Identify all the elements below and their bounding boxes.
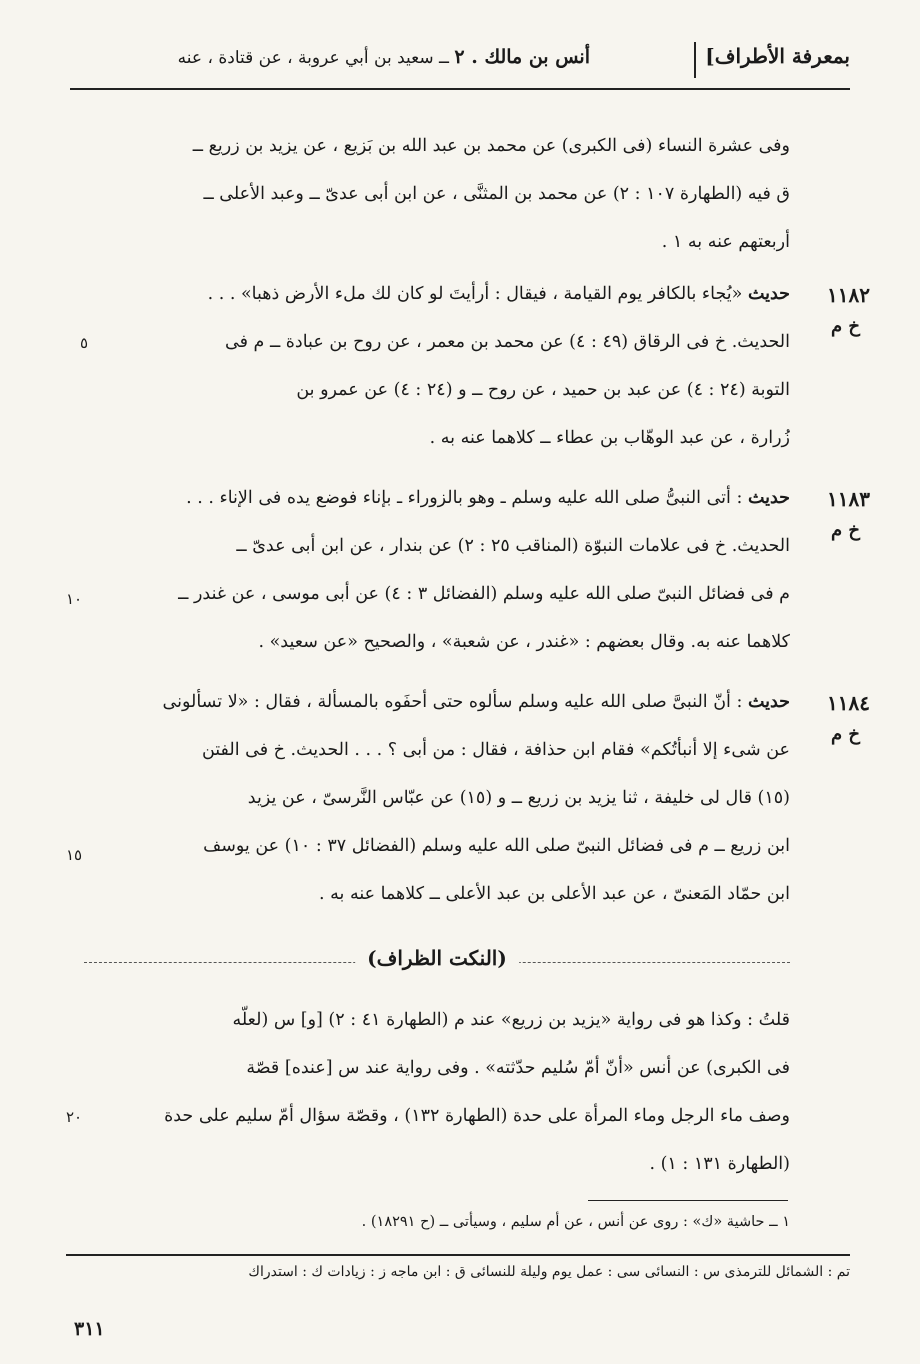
text-line: ابن حمّاد المَعنىّ ، عن عبد الأعلى بن عبد الأعلى ــ كلاهما عنه به . xyxy=(319,884,790,904)
text-line: الحديث. خ فى الرقاق (٤٩ : ٤) عن محمد بن معمر ، عن روح بن عبادة ــ م فى xyxy=(225,332,790,352)
bottom-rule xyxy=(66,1254,850,1256)
margin-line-number: ٥ xyxy=(80,334,89,352)
text-line: ابن زريع ــ م فى فضائل النبىّ صلى الله عليه وسلم (الفضائل ٣٧ : ١٠) عن يوسف xyxy=(203,836,790,856)
hadith-keyword: حديث xyxy=(747,488,790,508)
hadith-number: ١١٨٢ xyxy=(827,283,870,307)
text-line: حديث : أتى النبىُّ صلى الله عليه وسلم ـ وهو بالزوراء ـ بإناء فوضع يده فى الإناء . . . xyxy=(186,488,790,508)
nukat-paragraph xyxy=(100,996,790,1188)
text-line: م فى فضائل النبىّ صلى الله عليه وسلم (الفضائل ٣ : ٤) عن أبى موسى ، عن غندر ــ xyxy=(178,584,790,604)
text-line: فى الكبرى) عن أنس «أنّ أمّ سُليم حدّثته» . وفى رواية عند س [عنده] قصّة xyxy=(246,1058,790,1078)
text-line: وفى عشرة النساء (فى الكبرى) عن محمد بن عبد الله بن بَزيع ، عن يزيد بن زريع ــ xyxy=(192,136,790,156)
intro-paragraph xyxy=(100,122,790,266)
hadith-siglum: خ م xyxy=(830,316,860,337)
footnote: ١ ــ حاشية «ك» : روى عن أنس ، عن أم سليم ، وسيأتى ــ (ح ١٨٢٩١) . xyxy=(361,1214,790,1230)
margin-line-number: ١٠ xyxy=(66,590,83,608)
hadith-siglum: خ م xyxy=(830,724,860,745)
page-number: ٣١١ xyxy=(74,1318,105,1340)
text-line: أربعتهم عنه به ١ . xyxy=(661,232,790,252)
text-line: التوبة (٢٤ : ٤) عن عبد بن حميد ، عن روح ــ و (٢٤ : ٤) عن عمرو بن xyxy=(296,380,790,400)
hadith-keyword: حديث xyxy=(747,692,790,712)
text-line: وصف ماء الرجل وماء المرأة على حدة (الطهارة ١٣٢) ، وقصّة سؤال أمّ سليم على حدة xyxy=(164,1106,790,1126)
header-rule xyxy=(70,88,850,90)
header-chain-rest: ــ سعيد بن أبي عروبة ، عن قتادة ، عنه xyxy=(177,48,455,68)
running-title: بمعرفة الأطراف] xyxy=(705,44,850,68)
text-line: الحديث. خ فى علامات النبوّة (المناقب ٢٥ : ٢) عن بندار ، عن ابن أبى عدىّ ــ xyxy=(236,536,790,556)
section-title: (النكت الظراف) xyxy=(355,946,519,970)
text-line: (١٥) قال لى خليفة ، ثنا يزيد بن زريع ــ و (١٥) عن عبّاس النَّرسىّ ، عن يزيد xyxy=(247,788,790,808)
hadith-keyword: حديث xyxy=(747,284,790,304)
hadith-number: ١١٨٣ xyxy=(827,487,870,511)
text-line: ق فيه (الطهارة ١٠٧ : ٢) عن محمد بن المثنَّى ، عن ابن أبى عدىّ ــ وعبد الأعلى ــ xyxy=(203,184,790,204)
hadith-number: ١١٨٤ xyxy=(827,691,870,715)
header-hadith-chain xyxy=(178,46,590,68)
hadith-entry xyxy=(100,270,790,462)
text-line: (الطهارة ١٣١ : ١) . xyxy=(649,1154,790,1174)
text-line: زُرارة ، عن عبد الوهّاب بن عطاء ــ كلاهما عنه به . xyxy=(429,428,790,448)
text-line: قلتُ : وكذا هو فى رواية «يزيد بن زريع» عند م (الطهارة ٤١ : ٢) [و] س (لعلّه xyxy=(232,1010,790,1030)
abbreviations-key: تم : الشمائل للترمذى س : النسائى سى : عمل يوم وليلة للنسائى ق : ابن ماجه ز : زيادات ك : استدراك xyxy=(248,1264,850,1280)
hadith-entry xyxy=(100,678,790,918)
text-line: عن شىء إلا أنبأتُكم» فقام ابن حذافة ، فقال : من أبى ؟ . . . الحديث. خ فى الفتن xyxy=(201,740,790,760)
text-line: حديث : أنّ النبىَّ صلى الله عليه وسلم سألوه حتى أحفَوه بالمسألة ، فقال : «لا تسألونى xyxy=(162,692,790,712)
header-divider xyxy=(694,42,696,78)
hadith-entry xyxy=(100,474,790,666)
margin-line-number: ١٥ xyxy=(66,846,83,864)
section-heading xyxy=(84,942,790,982)
hadith-siglum: خ م xyxy=(830,520,860,541)
text-line: حديث «يُجاء بالكافر يوم القيامة ، فيقال : أرأيتَ لو كان لك ملء الأرض ذهبا» . . . xyxy=(207,284,790,304)
margin-line-number: ٢٠ xyxy=(66,1108,83,1126)
header-narrator: أنس بن مالك . ٢ xyxy=(454,46,590,68)
running-header xyxy=(70,36,850,86)
text-line: كلاهما عنه به. وقال بعضهم : «غندر ، عن شعبة» ، والصحيح «عن سعيد» . xyxy=(258,632,790,652)
footnote-rule xyxy=(588,1200,788,1201)
